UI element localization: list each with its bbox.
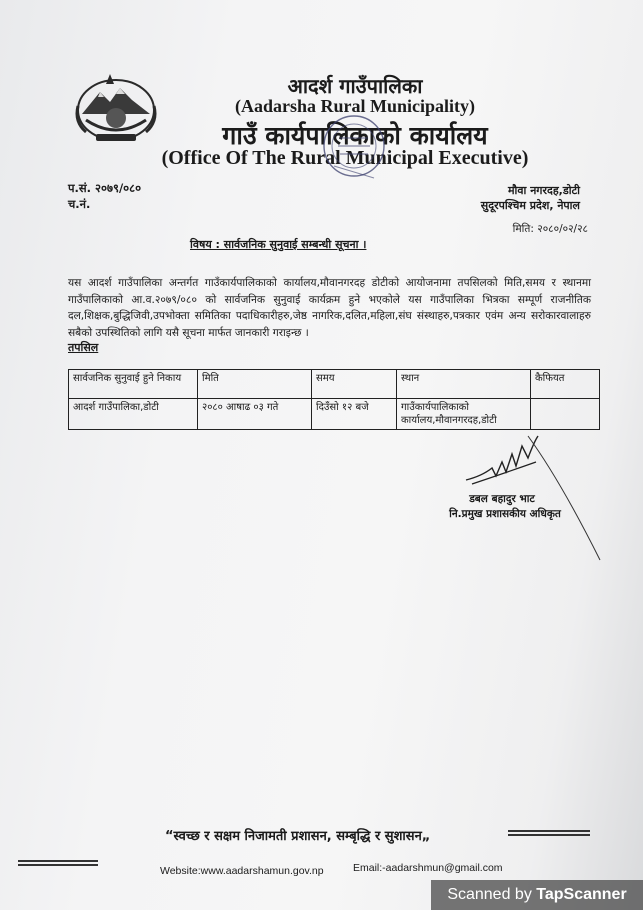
footer-divider-right	[508, 830, 590, 832]
scanner-watermark	[431, 880, 643, 910]
signatory-designation: नि.प्रमुख प्रशासकीय अधिकृत	[449, 508, 561, 520]
address-line-1: मौवा नगरदह,डोटी	[507, 184, 580, 197]
reference-number: प.सं. २०७९/०८०	[68, 181, 142, 195]
header-cell-date: मिति	[198, 370, 312, 399]
table-row	[69, 399, 600, 430]
address-line-2: सुदूरपश्चिम प्रदेश, नेपाल	[480, 199, 580, 212]
office-name-english: (Office Of The Rural Municipal Executive)	[161, 147, 529, 169]
cell-venue: गाउँकार्यपालिकाको कार्यालय,मौवानगरदह,डोटी	[397, 399, 531, 430]
cell-date: २०८० आषाढ ०३ गते	[198, 399, 312, 430]
municipality-name-english: (Aadarsha Rural Municipality)	[234, 96, 475, 116]
table-header-row	[69, 370, 600, 399]
header-cell-body: सार्वजनिक सुनुवाई हुने निकाय	[69, 370, 198, 399]
office-seal-stamp	[318, 108, 390, 188]
watermark-prefix: Scanned by	[447, 886, 532, 903]
footer-divider-left-2	[18, 864, 98, 866]
office-name-nepali: गाउँ कार्यपालिकाको कार्यालय	[222, 121, 488, 150]
handwritten-signature	[462, 432, 542, 487]
footer-divider-left	[18, 860, 98, 862]
footer-email: Email:-aadarshmun@gmail.com	[353, 862, 503, 874]
footer-website: Website:www.aadarshamun.gov.np	[160, 865, 324, 877]
notice-subject: विषय : सार्वजनिक सुनुवाई सम्बन्धी सूचना ।	[190, 238, 367, 251]
watermark-brand: TapScanner	[536, 886, 627, 903]
header-cell-remarks: कैफियत	[531, 370, 600, 399]
notice-date: मिति: २०८०/०२/२८	[512, 223, 588, 235]
hearing-details-table	[68, 369, 600, 430]
footer-divider-right-2	[508, 834, 590, 836]
details-label: तपसिल	[68, 341, 99, 354]
notice-body: यस आदर्श गाउँपालिका अन्तर्गत गाउँकार्यपालिकाको कार्यालय,मौवानगरदह डोटीको आयोजनामा तपसिलको मिति,समय र स्थानमा गाउँपालिकाको आ.व.२०७९/०८० को सार्वजनिक सुनुवाई कार्यक्रम हुने भएकोले यस गाउँपालिका भित्रका सम्पूर्ण राजनीतिक दल,शिक्षक,बुद्धिजिवी,उपभोक्ता समितिका पदाधिकारीहरु,जेष्ठ नागरिक,दलित,महिला,संघ संस्थाहरु,पत्रकार एवंम अन्य सरोकारवालाहरु सबैको उपस्थितिको लागि यसै सूचना मार्फत जानकारी गराइन्छ ।	[68, 277, 591, 339]
signatory-name: डबल बहादुर भाट	[469, 493, 535, 505]
cell-time: दिउँसो १२ बजे	[312, 399, 397, 430]
dispatch-number: च.नं.	[68, 197, 91, 211]
municipality-emblem-logo	[72, 70, 160, 148]
municipality-name-nepali: आदर्श गाउँपालिका	[287, 74, 423, 98]
header-cell-time: समय	[312, 370, 397, 399]
header-cell-venue: स्थान	[397, 370, 531, 399]
footer-slogan: “स्वच्छ र सक्षम निजामती प्रशासन, सम्बृद्धि र सुशासन„	[165, 829, 431, 844]
cell-body: आदर्श गाउँपालिका,डोटी	[69, 399, 198, 430]
cell-remarks	[531, 399, 600, 430]
